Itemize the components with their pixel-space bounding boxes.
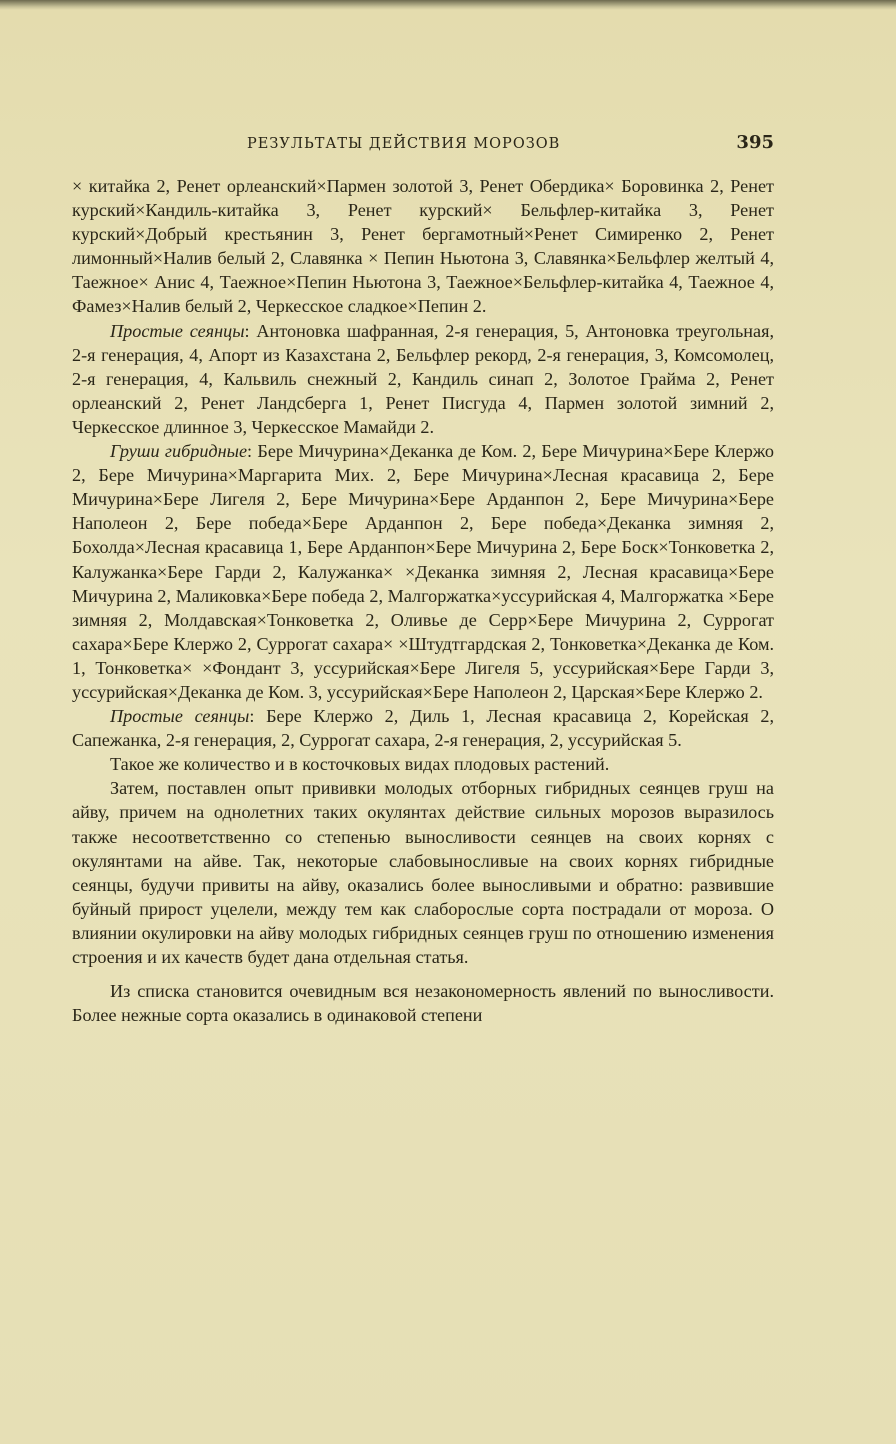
paragraph-conclusion: Из списка становится очевидным вся незакономерность явлений по выносливости. Более нежные сорта оказались в одинаковой степени xyxy=(72,981,774,1026)
page-body xyxy=(72,174,774,1027)
page-header xyxy=(72,132,774,158)
paragraph-lead: Простые сеянцы xyxy=(110,706,250,727)
paragraph-lead: Груши гибридные xyxy=(110,441,248,462)
paragraph-quince-grafting: Затем, поставлен опыт прививки молодых отборных гибридных сеянцев груш на айву, причем на однолетних таких окулянтах действие сильных морозов выразилось также несоответственно со степенью выносливости сеянцев на своих корнях с окулянтами на айве. Так, некоторые слабовыносливые на своих корнях гибридные сеянцы, будучи привиты на айву, оказались более выносливыми и обратно: развившие буйный прирост уцелели, между тем как слаборослые сорта пострадали от мороза. О влиянии окулировки на айву молодых гибридных сеянцев груш по отношению изменения строения и их качеств будет дана отдельная статья. xyxy=(72,778,774,967)
page-top-shadow xyxy=(0,0,896,10)
running-title: РЕЗУЛЬТАТЫ ДЕЙСТВИЯ МОРОЗОВ xyxy=(247,136,561,152)
paragraph-stone-fruits: Такое же количество и в косточковых видах плодовых растений. xyxy=(110,754,610,775)
paragraph-pear-hybrids: Груши гибридные: Бере Мичурина×Деканка де Ком. 2, Бере Мичурина×Бере Клержо 2, Бере Мичурина×Маргарита Мих. 2, Бере Мичурина×Лесная красавица 2, Бере Мичурина×Бере Лигеля 2, Бере Мичурина×Бере Арданпон 2, Бере Мичурина×Бере Наполеон 2, Бере победа×Бере Арданпон 2, Бере победа×Деканка зимняя 2, Бохолда×Лесная красавица 1, Бере Арданпон×Бере Мичурина 2, Бере Боск×Тонковетка 2, Калужанка×Бере Гарди 2, Калужанка× ×Деканка зимняя 2, Лесная красавица×Бере Мичурина 2, Маликовка×Бере победа 2, Малгоржатка×уссурийская 4, Малгоржатка ×Бере зимняя 2, Молдавская×Тонковетка 2, Оливье де Серр×Бере Мичурина 2, Суррогат сахара×Бере Клержо 2, Суррогат сахара× ×Штудтгардская 2, Тонковетка×Деканка де Ком. 1, Тонковетка× ×Фондант 3, уссурийская×Бере Лигеля 5, уссурийская×Бере Гарди 3, уссурийская×Деканка де Ком. 3, уссурийская×Бере Наполеон 2, Царская×Бере Клержо 2. xyxy=(72,441,774,702)
paragraph-pear-seedlings: Простые сеянцы: Бере Клержо 2, Диль 1, Лесная красавица 2, Корейская 2, Сапежанка, 2-я генерация, 2, Суррогат сахара, 2-я генерация, 2, уссурийская 5. xyxy=(72,706,775,751)
page-number: 395 xyxy=(736,132,774,153)
paragraph-apple-hybrids-continued: × китайка 2, Ренет орлеанский×Пармен золотой 3, Ренет Обердика× Боровинка 2, Ренет курский×Кандиль-китайка 3, Ренет курский× Бельфлер-китайка 3, Ренет курский×Добрый крестьянин 3, Ренет бергамотный×Ренет Симиренко 2, Ренет лимонный×Налив белый 2, Славянка × Пепин Ньютона 3, Славянка×Бельфлер желтый 4, Таежное× Анис 4, Таежное×Пепин Ньютона 3, Таежное×Бельфлер-китайка 4, Таежное 4, Фамез×Налив белый 2, Черкесское сладкое×Пепин 2. xyxy=(72,176,774,317)
paragraph-apple-seedlings: Простые сеянцы: Антоновка шафранная, 2-я генерация, 5, Антоновка треугольная, 2-я генерация, 4, Апорт из Казахстана 2, Бельфлер рекорд, 2-я генерация, 3, Комсомолец, 2-я генерация, 4, Кальвиль снежный 2, Кандиль синап 2, Золотое Грайма 2, Ренет орлеанский 2, Ренет Ландсберга 1, Ренет Писгуда 4, Пармен золотой зимний 2, Черкесское длинное 3, Черкесское Мамайди 2. xyxy=(72,320,774,437)
paragraph-lead: Простые сеянцы xyxy=(110,320,245,341)
